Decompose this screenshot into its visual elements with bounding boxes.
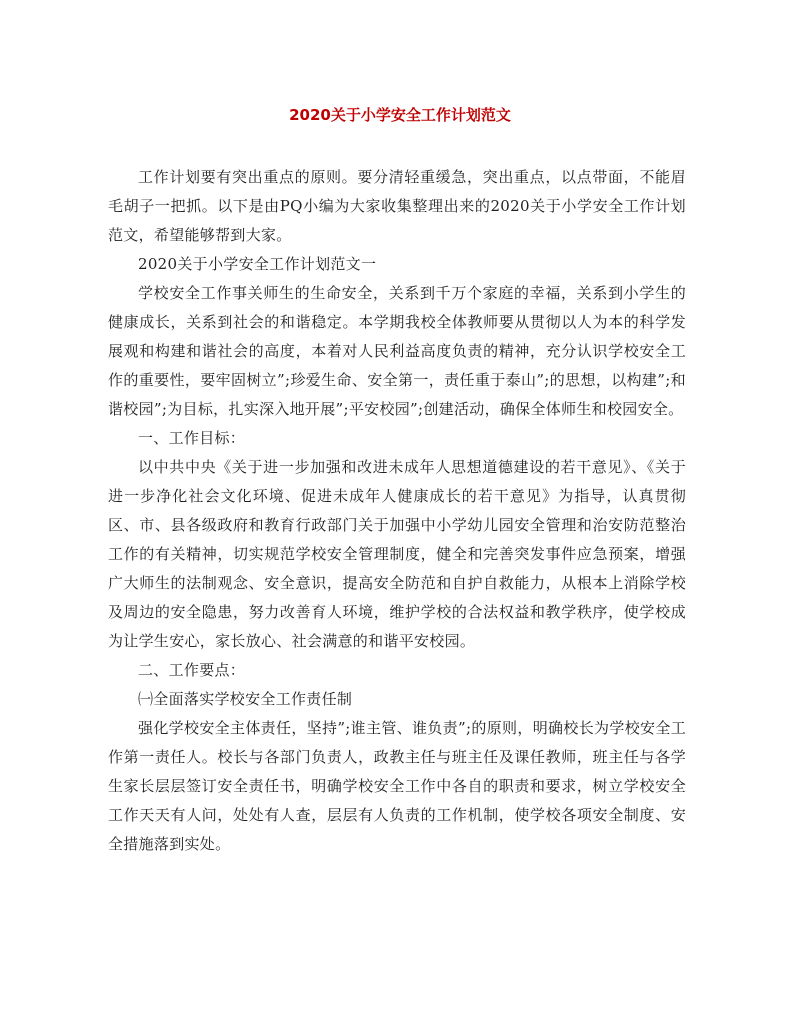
document-title: 2020关于小学安全工作计划范文 [289,106,511,124]
responsibility-paragraph: 强化学校安全主体责任，坚持”;谁主管、谁负责”;的原则，明确校长为学校安全工作第一责任人。校长与各部门负责人，政教主任与班主任及课任教师，班主任与各学生家长层层签订安全责任书，明确学校安全工作中各自的职责和要求，树立学校安全工作天天有人问，处处有人查，层层有人负责的工作机制，使学校各项安全制度、安全措施落到实处。 [108,719,686,853]
safety-overview-paragraph: 学校安全工作事关师生的生命安全，关系到千万个家庭的幸福，关系到小学生的健康成长，关系到社会的和谐稳定。本学期我校全体教师要从贯彻以人为本的科学发展观和构建和谐社会的高度，本着对人民利益高度负责的精神，充分认识学校安全工作的重要性，要牢固树立”;珍爱生命、安全第一，责任重于泰山”;的思想，以构建”;和谐校园”;为目标，扎实深入地开展”;平安校园”;创建活动，确保全体师生和校园安全。 [108,284,686,418]
document-body [108,163,686,859]
section-title-sample-one: 2020关于小学安全工作计划范文一 [138,255,377,273]
heading-work-points: 二、工作要点： [138,661,246,679]
intro-paragraph: 工作计划要有突出重点的原则。要分清轻重缓急，突出重点，以点带面，不能眉毛胡子一把抓。以下是由PQ小编为大家收集整理出来的2020关于小学安全工作计划范文，希望能够帮到大家。 [108,168,686,244]
work-goals-paragraph: 以中共中央《关于进一步加强和改进未成年人思想道德建设的若干意见》、《关于进一步净化社会文化环境、促进未成年人健康成长的若干意见》为指导，认真贯彻区、市、县各级政府和教育行政部门关于加强中小学幼儿园安全管理和治安防范整治工作的有关精神，切实规范学校安全管理制度，健全和完善突发事件应急预案，增强广大师生的法制观念、安全意识，提高安全防范和自护自救能力，从根本上消除学校及周边的安全隐患，努力改善育人环境，维护学校的合法权益和教学秩序，使学校成为让学生安心，家长放心、社会满意的和谐平安校园。 [108,458,686,650]
subheading-responsibility-system: ㈠全面落实学校安全工作责任制 [138,690,353,708]
heading-work-goals: 一、工作目标： [138,429,246,447]
